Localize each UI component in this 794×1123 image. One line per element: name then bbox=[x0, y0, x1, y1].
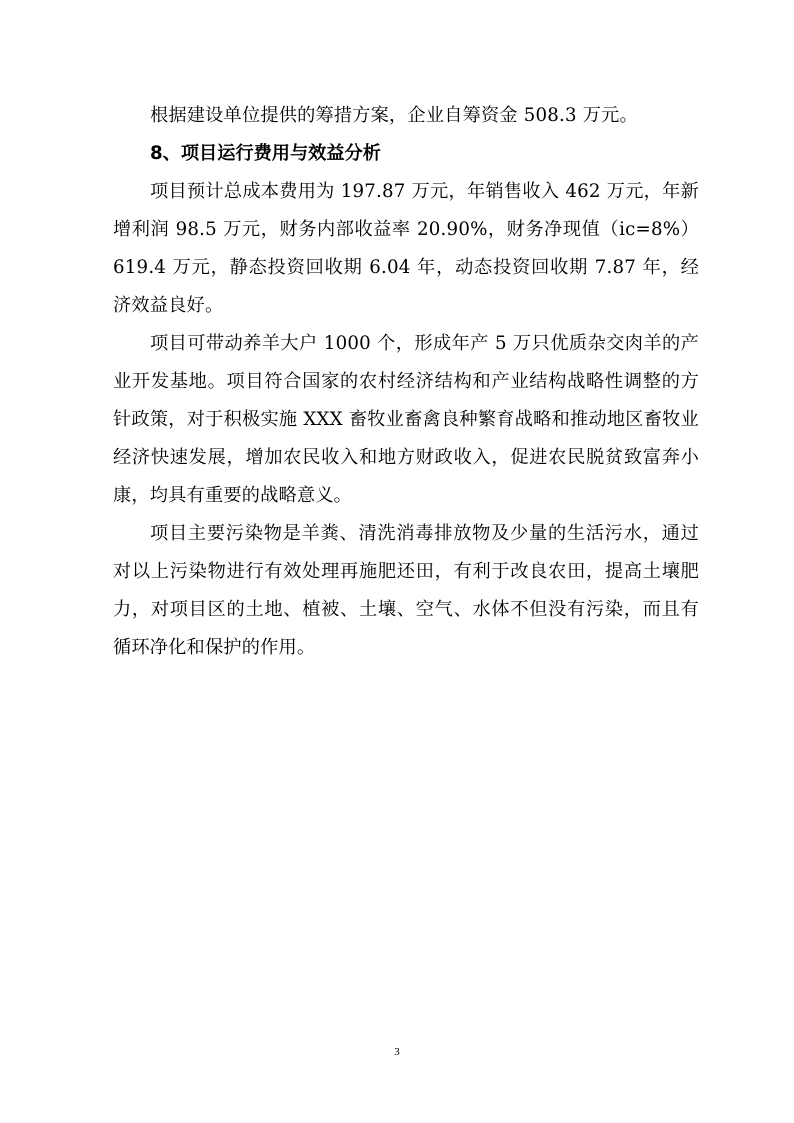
paragraph-funding: 根据建设单位提供的筹措方案，企业自筹资金 508.3 万元。 bbox=[150, 105, 638, 126]
section-heading: 8、项目运行费用与效益分析 bbox=[150, 143, 381, 164]
paragraph-social: 项目可带动养羊大户 1000 个，形成年产 5 万只优质杂交肉羊的产业开发基地。项目符合国家的农村经济结构和产业结构战略性调整的方针政策，对于积极实施 XXX 畜牧业畜禽良种繁育战略和推动地区畜牧业经济快速发展，增加农民收入和地方财政收入，促进农民脱贫致富奔小康，均具有重要的战略意义。 bbox=[113, 333, 699, 506]
page-number: 3 bbox=[394, 1046, 400, 1058]
document-body bbox=[113, 97, 699, 667]
paragraph-cost-benefit: 项目预计总成本费用为 197.87 万元，年销售收入 462 万元，年新增利润 98.5 万元，财务内部收益率 20.90%，财务净现值（ic=8%）619.4 万元，静态投资回收期 6.04 年，动态投资回收期 7.87 年，经济效益良好。 bbox=[113, 181, 699, 316]
paragraph-environment: 项目主要污染物是羊粪、清洗消毒排放物及少量的生活污水，通过对以上污染物进行有效处理再施肥还田，有利于改良农田，提高土壤肥力，对项目区的土地、植被、土壤、空气、水体不但没有污染，而且有循环净化和保护的作用。 bbox=[113, 523, 699, 658]
